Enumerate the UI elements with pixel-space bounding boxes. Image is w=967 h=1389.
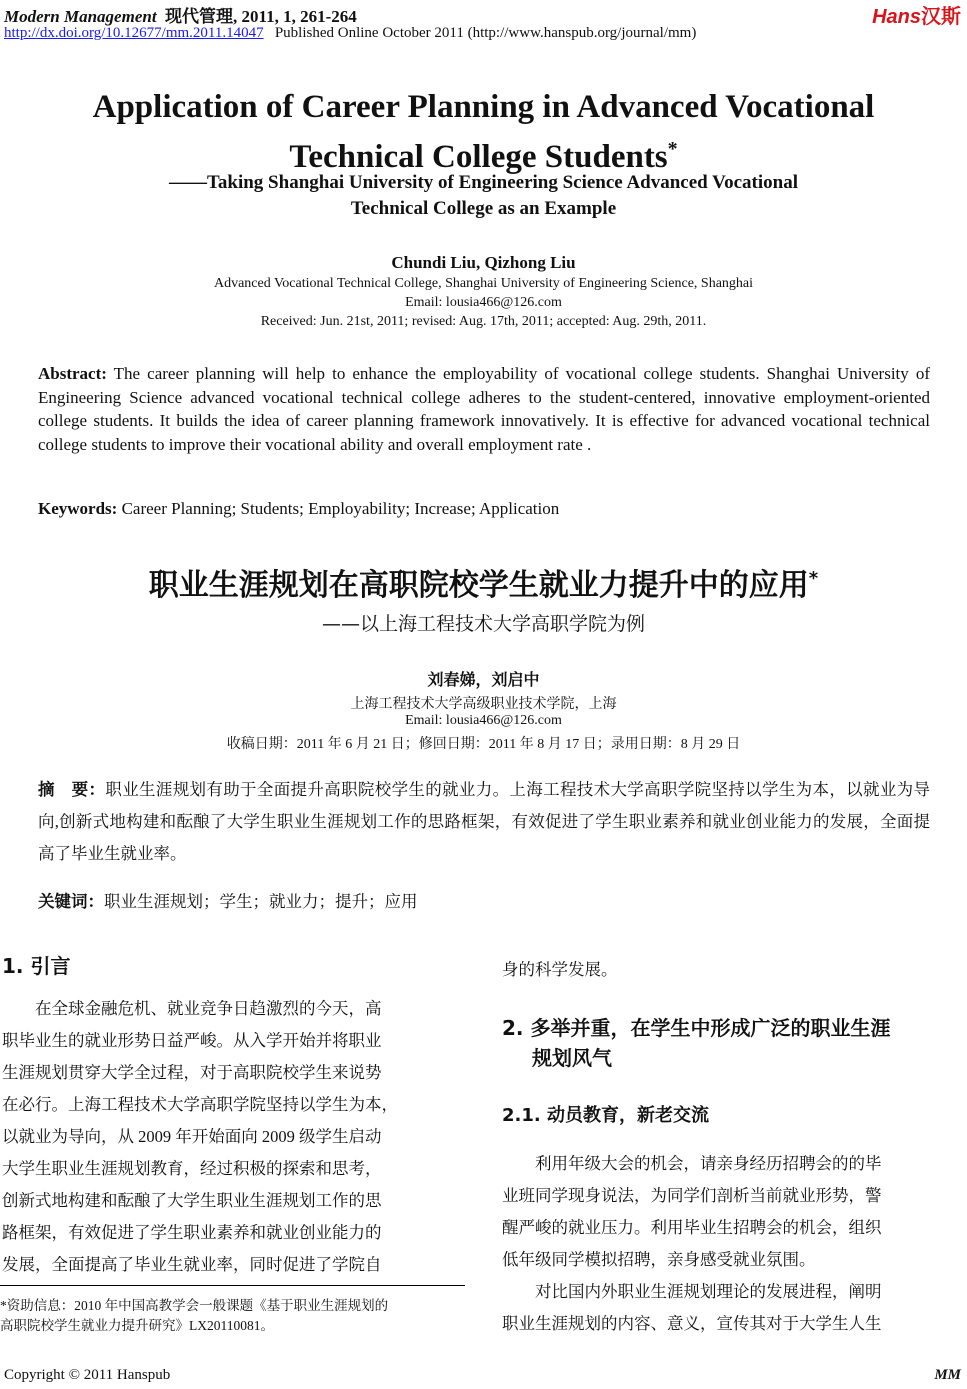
- hans-logo: Hans汉斯: [872, 6, 961, 28]
- body-text-line: 职毕业生的就业形势日益严峻。从入学开始并将职业: [2, 1031, 382, 1050]
- footer-copyright: Copyright © 2011 Hanspub: [4, 1367, 171, 1383]
- body-text-line: 生涯规划贯穿大学全过程，对于高职院校学生来说势: [2, 1063, 382, 1082]
- footnote-line-2: 高职院校学生就业力提升研究》LX20110081。: [0, 1318, 274, 1333]
- chinese-subtitle: ——以上海工程技术大学高职学院为例: [321, 613, 645, 635]
- chinese-dates: 收稿日期：2011 年 6 月 21 日；修回日期：2011 年 8 月 17 日；录用日期：8 月 29 日: [226, 737, 741, 752]
- body-text-line: 业班同学现身说法，为同学们剖析当前就业形势，警: [502, 1186, 882, 1205]
- english-authors: Chundi Liu, Qizhong Liu: [391, 253, 576, 272]
- english-keywords: Keywords: Career Planning; Students; Employability; Increase; Application: [38, 499, 560, 518]
- english-email: Email: lousia466@126.com: [405, 295, 562, 310]
- section-1-heading: 1. 引言: [2, 954, 71, 978]
- footnote-line-1: *资助信息：2010 年中国高教学会一般课题《基于职业生涯规划的: [0, 1298, 389, 1313]
- body-text-line: 路框架，有效促进了学生职业素养和就业创业能力的: [2, 1223, 382, 1242]
- english-subtitle: ——Taking Shanghai University of Engineering Science Advanced Vocational Technical College as an Example: [168, 172, 799, 219]
- section-2-1-heading: 2.1. 动员教育，新老交流: [502, 1105, 709, 1126]
- body-text-line: 职业生涯规划的内容、意义，宣传其对于大学生人生: [502, 1314, 882, 1333]
- footer-journal-abbr: MM: [934, 1367, 961, 1383]
- body-text-line: 对比国内外职业生涯规划理论的发展进程，阐明: [502, 1282, 882, 1301]
- body-text-line: 利用年级大会的机会，请亲身经历招聘会的的毕: [502, 1154, 882, 1173]
- body-text-line: 创新式地构建和酝酿了大学生职业生涯规划工作的思: [2, 1191, 382, 1210]
- chinese-email: Email: lousia466@126.com: [405, 713, 562, 728]
- english-title: Application of Career Planning in Advanced Vocational Technical College Students*: [92, 89, 875, 175]
- body-text-line: 发展，全面提高了毕业生就业率，同时促进了学院自: [2, 1255, 382, 1274]
- right-column-first-line: 身的科学发展。: [502, 960, 618, 979]
- chinese-title: 职业生涯规划在高职院校学生就业力提升中的应用*: [148, 568, 819, 603]
- english-affiliation: Advanced Vocational Technical College, Shanghai University of Engineering Science, Shanghai: [213, 276, 754, 291]
- footnote-divider: [0, 1285, 465, 1286]
- body-text-line: 低年级同学模拟招聘，亲身感受就业氛围。: [502, 1250, 816, 1269]
- body-text-line: 醒严峻的就业压力。利用毕业生招聘会的机会，组织: [502, 1218, 882, 1237]
- body-text-line: 以就业为导向，从 2009 年开始面向 2009 级学生启动: [2, 1127, 382, 1146]
- received-dates: Received: Jun. 21st, 2011; revised: Aug. 17th, 2011; accepted: Aug. 29th, 2011.: [260, 314, 707, 329]
- body-text-line: 在全球金融危机、就业竞争日趋激烈的今天，高: [2, 999, 382, 1018]
- body-text-line: 大学生职业生涯规划教育，经过积极的探索和思考，: [2, 1159, 382, 1178]
- body-text-line: 在必行。上海工程技术大学高职学院坚持以学生为本，: [2, 1095, 398, 1114]
- english-abstract: Abstract: The career planning will help to enhance the employability of vocational college students. Shanghai University of Engineering Science advanced vocational technical college adheres to the student-centered, innovative employment-oriented college students. It builds the idea of career planning framework innovatively. It is effective for advanced vocational technical college students to improve their vocational ability and overall employment rate .: [38, 364, 930, 454]
- chinese-keywords: 关键词：职业生涯规划；学生；就业力；提升；应用: [38, 892, 418, 911]
- chinese-abstract: 摘 要：职业生涯规划有助于全面提升高职院校学生的就业力。上海工程技术大学高职学院坚持以学生为本，以就业为导向,创新式地构建和酝酿了大学生职业生涯规划工作的思路框架，有效促进了学生职业素养和就业创业能力的发展，全面提高了毕业生就业率。: [38, 780, 931, 863]
- doi-link[interactable]: http://dx.doi.org/10.12677/mm.2011.14047: [4, 25, 264, 41]
- doi-line: http://dx.doi.org/10.12677/mm.2011.14047 Published Online October 2011 (http://www.hanspub.org/journal/mm): [4, 25, 697, 41]
- section-2-heading-line-1: 2. 多举并重，在学生中形成广泛的职业生涯: [502, 1016, 891, 1040]
- chinese-authors: 刘春娣，刘启中: [427, 672, 540, 689]
- section-2-heading-line-2: 规划风气: [532, 1046, 612, 1070]
- journal-header: Modern Management 现代管理, 2011, 1, 261-264: [4, 7, 357, 26]
- chinese-affiliation: 上海工程技术大学高级职业技术学院，上海: [350, 697, 617, 712]
